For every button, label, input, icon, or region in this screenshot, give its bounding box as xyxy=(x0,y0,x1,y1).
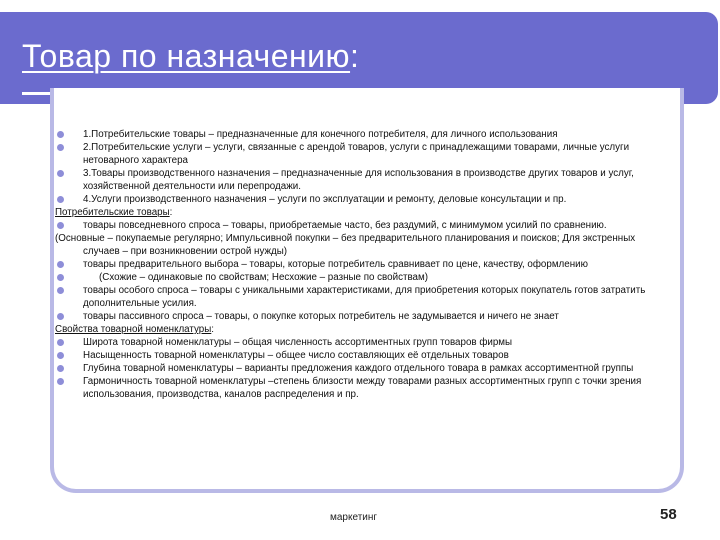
slide-title-main: Товар по назначению xyxy=(22,38,351,74)
nomenclature-heading-colon: : xyxy=(211,324,215,335)
list-item xyxy=(55,271,667,284)
list-item xyxy=(55,349,667,362)
slide-body xyxy=(55,128,667,401)
bullet-icon xyxy=(57,313,64,320)
consumer-goods-heading-text: Потребительские товары xyxy=(55,207,170,218)
bullet-text: товары предварительного выбора – товары, которые потребитель сравнивает по цене, качеству, оформлению xyxy=(83,259,588,270)
bullet-icon xyxy=(57,144,64,151)
bullet-text: (Схожие – одинаковые по свойствам; Несхожие – разные по свойствам) xyxy=(99,272,429,283)
bullet-text: Широта товарной номенклатуры – общая численность ассортиментных групп товаров фирмы xyxy=(83,337,513,348)
nomenclature-heading-text: Свойства товарной номенклатуры xyxy=(55,324,212,335)
list-item xyxy=(55,336,667,349)
list-item xyxy=(55,193,667,206)
bullet-text: Гармоничность товарной номенклатуры –степень близости между товарами разных ассортиментных групп с точки зрения использования, производства, каналов распределения и пр. xyxy=(83,376,642,400)
bullet-icon xyxy=(57,352,64,359)
consumer-goods-heading xyxy=(55,206,667,219)
list-item xyxy=(55,219,667,232)
bullet-text: 3.Товары производственного назначения – предназначенные для использования в производстве других товаров и услуг, хозяйственной деятельности или перепродажи. xyxy=(83,168,634,192)
slide-title-colon: : xyxy=(350,38,360,74)
slide-title xyxy=(22,38,359,75)
bullet-icon xyxy=(57,196,64,203)
bullet-text: Глубина товарной номенклатуры – варианты предложения каждого отдельного товара в рамках ассортиментной группы xyxy=(83,363,634,374)
bullet-text: товары пассивного спроса – товары, о покупке которых потребитель не задумывается и ничего не знает xyxy=(83,311,559,322)
bullet-icon xyxy=(57,131,64,138)
footer-label: маркетинг xyxy=(330,512,378,523)
bullet-icon xyxy=(57,339,64,346)
everyday-note: (Основные – покупаемые регулярно; Импульсивной покупки – без предварительного планирования и поисков; Для экстренных случаев – при возникновении острой нужды) xyxy=(55,233,636,257)
consumer-goods-heading-colon: : xyxy=(169,207,173,218)
bullet-icon xyxy=(57,274,64,281)
list-item xyxy=(55,141,667,167)
bullet-icon xyxy=(57,287,64,294)
bullet-icon xyxy=(57,222,64,229)
bullet-icon xyxy=(57,378,64,385)
nomenclature-heading xyxy=(55,323,667,336)
page-number: 58 xyxy=(660,506,677,523)
bullet-icon xyxy=(57,261,64,268)
bullet-text: 4.Услуги производственного назначения – услуги по эксплуатации и ремонту, деловые консультации и пр. xyxy=(83,194,567,205)
bullet-text: товары повседневного спроса – товары, приобретаемые часто, без раздумий, с минимумом усилий по сравнению. xyxy=(83,220,607,231)
list-item xyxy=(55,362,667,375)
list-item xyxy=(55,310,667,323)
bullet-icon xyxy=(57,170,64,177)
bullet-text: 1.Потребительские товары – предназначенные для конечного потребителя, для личного использования xyxy=(83,129,558,140)
list-item xyxy=(55,128,667,141)
bullet-text: 2.Потребительские услуги – услуги, связанные с арендой товаров, услуги с принадлежащими товарами, личные услуги нетоварного характера xyxy=(83,142,630,166)
bullet-icon xyxy=(57,365,64,372)
list-item xyxy=(55,375,667,401)
bullet-text: Насыщенность товарной номенклатуры – общее число составляющих её отдельных товаров xyxy=(83,350,509,361)
list-item xyxy=(55,167,667,193)
list-item xyxy=(55,284,667,310)
bullet-text: товары особого спроса – товары с уникальными характеристиками, для приобретения которых покупатель готов затратить дополнительные усилия. xyxy=(83,285,646,309)
list-item xyxy=(55,258,667,271)
